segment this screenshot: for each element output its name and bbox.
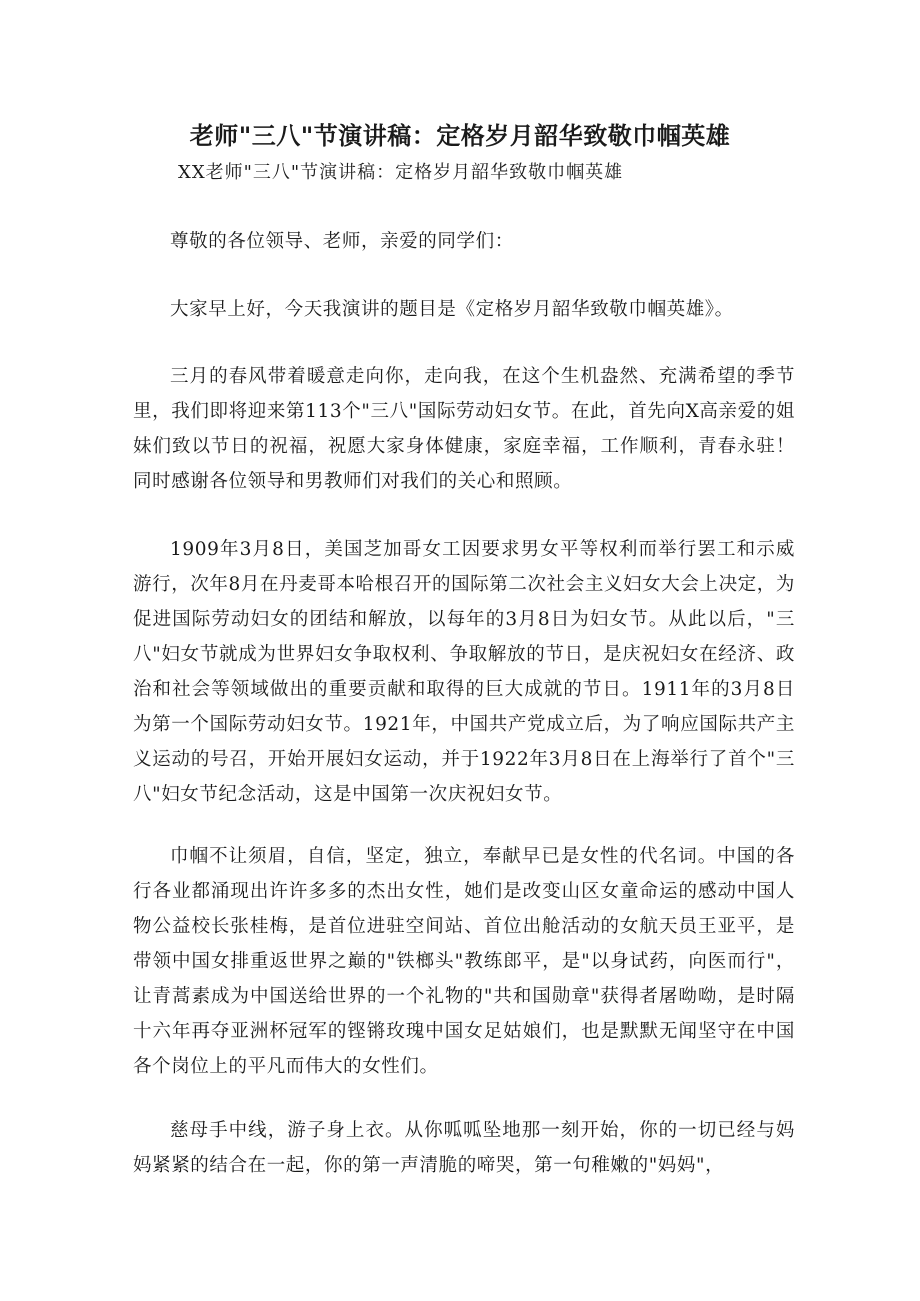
history-paragraph: 1909年3月8日，美国芝加哥女工因要求男女平等权利而举行罢工和示威游行，次年8月在丹麦哥本哈根召开的国际第二次社会主义妇女大会上决定，为促进国际劳动妇女的团结和解放，以每年的3月8日为妇女节。从此以后，"三八"妇女节就成为世界妇女争取权利、争取解放的节日，是庆祝妇女在经济、政治和社会等领域做出的重要贡献和取得的巨大成就的节日。1911年的3月8日为第一个国际劳动妇女节。1921年，中国共产党成立后，为了响应国际共产主义运动的号召，开始开展妇女运动，并于1922年3月8日在上海举行了首个"三八"妇女节纪念活动，这是中国第一次庆祝妇女节。 [133,539,795,805]
mother-paragraph: 慈母手中线，游子身上衣。从你呱呱坠地那一刻开始，你的一切已经与妈妈紧紧的结合在一起，你的第一声清脆的啼哭，第一句稚嫩的"妈妈"， [133,1120,795,1176]
document-subtitle: XX老师"三八"节演讲稿：定格岁月韶华致敬巾帼英雄 [178,162,624,183]
greeting-paragraph: 尊敬的各位领导、老师，亲爱的同学们： [170,231,514,252]
intro-paragraph: 大家早上好，今天我演讲的题目是《定格岁月韶华致敬巾帼英雄》。 [170,299,734,320]
spring-paragraph: 三月的春风带着暖意走向你，走向我，在这个生机盎然、充满希望的季节里，我们即将迎来第113个"三八"国际劳动妇女节。在此，首先向X高亲爱的姐妹们致以节日的祝福，祝愿大家身体健康，家庭幸福，工作顺利，青春永驻！同时感谢各位领导和男教师们对我们的关心和照顾。 [133,366,795,492]
document-title: 老师"三八"节演讲稿：定格岁月韶华致敬巾帼英雄 [189,122,731,150]
heroines-paragraph: 巾帼不让须眉，自信，坚定，独立，奉献早已是女性的代名词。中国的各行各业都涌现出许许多多的杰出女性，她们是改变山区女童命运的感动中国人物公益校长张桂梅，是首位进驻空间站、首位出舱活动的女航天员王亚平，是带领中国女排重返世界之巅的"铁榔头"教练郎平，是"以身试药，向医而行"，让青蒿素成为中国送给世界的一个礼物的"共和国勋章"获得者屠呦呦，是时隔十六年再夺亚洲杯冠军的铿锵玫瑰中国女足姑娘们，也是默默无闻坚守在中国各个岗位上的平凡而伟大的女性们。 [133,846,795,1077]
